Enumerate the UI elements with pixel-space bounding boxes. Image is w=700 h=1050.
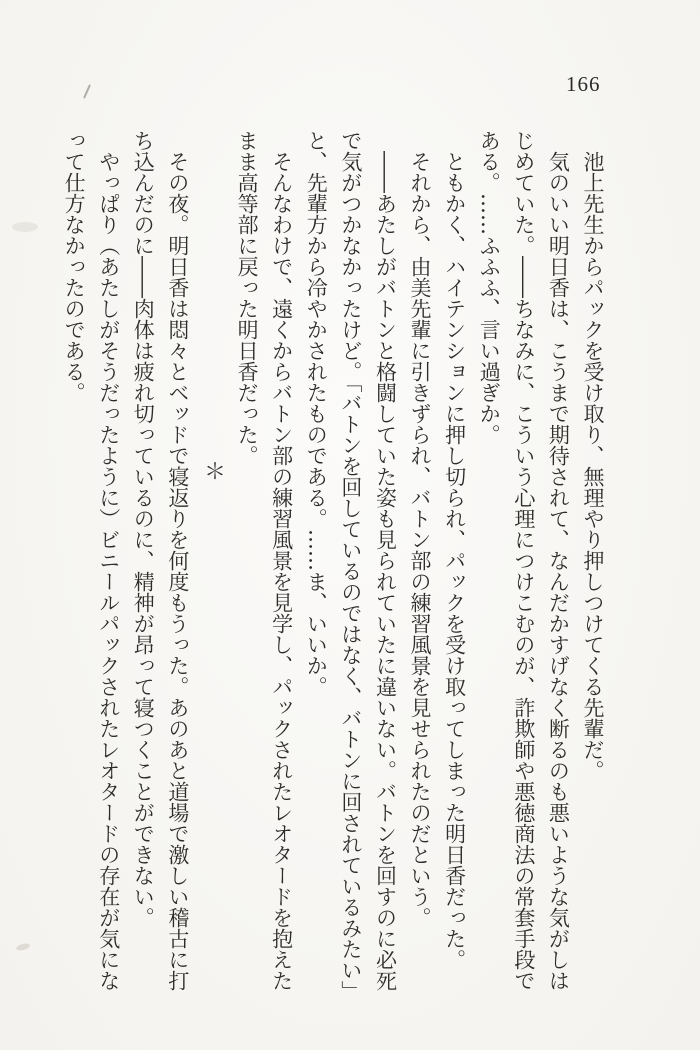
- paragraph-7: その夜。明日香は悶々とベッドで寝返りを何度もうった。あのあと道場で激しい稽古に打ち込んだのに――肉体は疲れ切っているのに、精神が昂って寝つくことができない。: [131, 130, 190, 991]
- paragraph-4: それから、由美先輩に引きずられ、バトン部の練習風景を見せられたのだという。: [408, 151, 433, 928]
- scan-artifact: [83, 84, 91, 99]
- paragraph-6: そんなわけで、遠くからバトン部の練習風景を見学し、パックされたレオタードを抱えたまま高等部に戻った明日香だった。: [235, 130, 294, 991]
- paragraph-1: 池上先生からパックを受け取り、無理やり押しつけてくる先輩だ。: [581, 151, 605, 781]
- scan-artifact: [12, 222, 38, 232]
- page-number: 166: [566, 72, 601, 96]
- paragraph-5: ――あたしがバトンと格闘していた姿も見られていたに違いない。バトンを回すのに必死で気がつかなかったけど。「バトンを回しているのではなく、バトンに回されているみたい」と、先輩方から冷やかされたものである。……ま、いいか。: [304, 130, 398, 1002]
- paragraph-3: ともかく、ハイテンションに押し切られ、パックを受け取ってしまった明日香だった。: [442, 151, 467, 970]
- scan-artifact: [15, 942, 30, 951]
- section-break-asterisk: ＊: [200, 460, 226, 482]
- text-body: [54, 130, 610, 1010]
- paragraph-8: やっぱり（あたしがそうだったように）ビニールパックされたレオタードの存在が気になって仕方なかったのである。: [62, 130, 121, 991]
- paragraph-2: 気のいい明日香は、こうまで期待されて、なんだかすげなく断るのも悪いような気がしはじめていた。――ちなみに、こういう心理につけこむのが、詐欺師や悪徳商法の常套手段である。……ふふふ、言い過ぎか。: [477, 130, 571, 991]
